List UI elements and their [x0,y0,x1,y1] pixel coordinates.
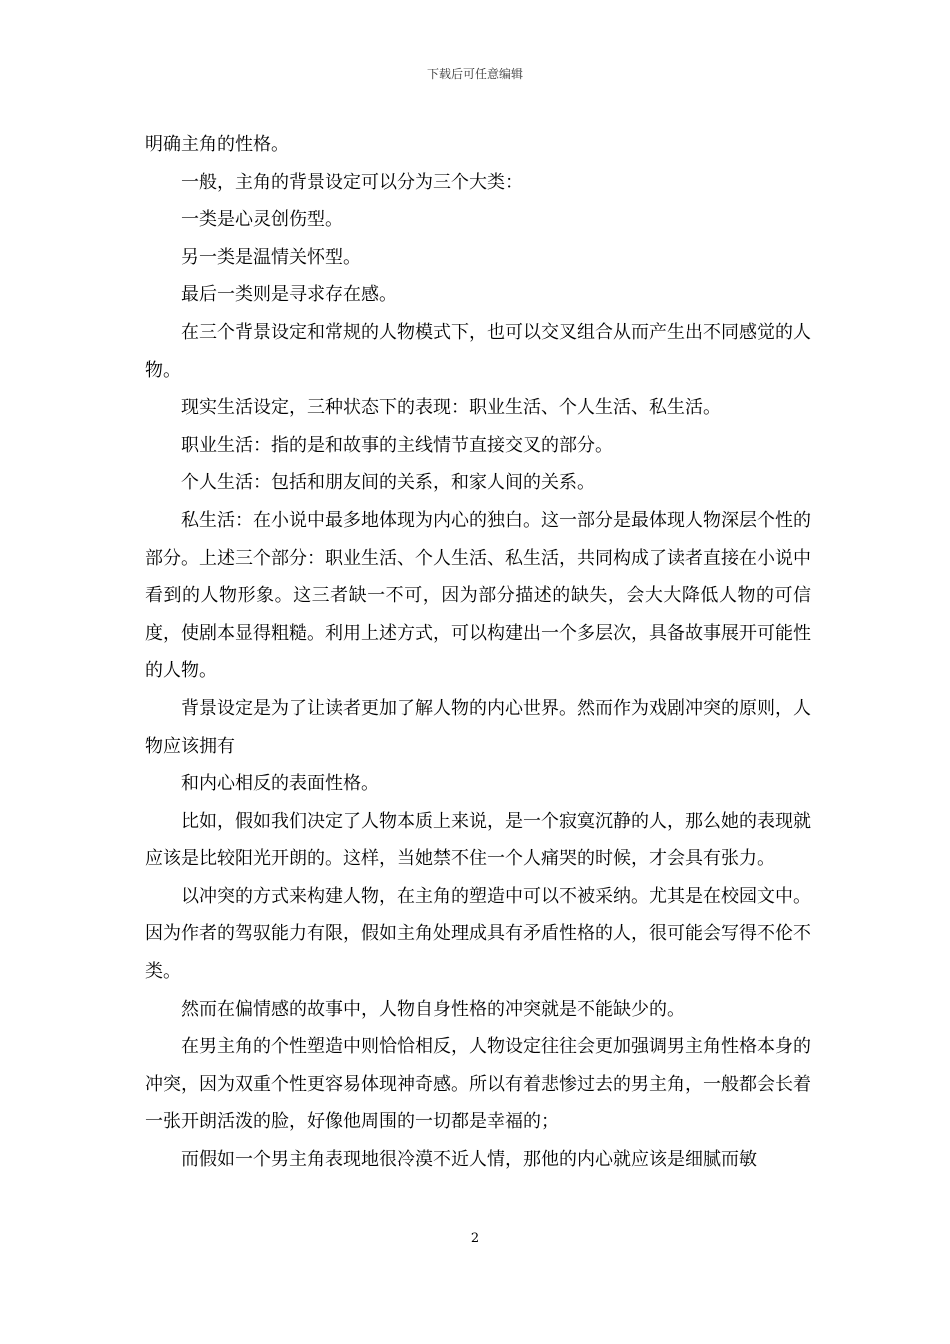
page-number: 2 [470,1231,480,1246]
paragraph: 在男主角的个性塑造中则恰恰相反，人物设定往往会更加强调男主角性格本身的冲突，因为双重个性更容易体现神奇感。所以有着悲惨过去的男主角，一般都会长着一张开朗活泼的脸，好像他周围的一切都是幸福的； [145,1036,811,1133]
paragraph: 现实生活设定，三种状态下的表现：职业生活、个人生活、私生活。 [181,397,721,419]
document-body [145,126,811,1179]
paragraph: 一类是心灵创伤型。 [181,209,343,231]
paragraph: 和内心相反的表面性格。 [181,773,379,795]
paragraph: 比如，假如我们决定了人物本质上来说，是一个寂寞沉静的人，那么她的表现就应该是比较阳光开朗的。这样，当她禁不住一个人痛哭的时候，才会具有张力。 [145,810,811,870]
paragraph: 职业生活：指的是和故事的主线情节直接交叉的部分。 [181,434,613,456]
paragraph: 另一类是温情关怀型。 [181,246,361,268]
paragraph: 背景设定是为了让读者更加了解人物的内心世界。然而作为戏剧冲突的原则，人物应该拥有 [145,697,811,757]
page-header: 下载后可任意编辑 [426,67,523,81]
paragraph: 然而在偏情感的故事中，人物自身性格的冲突就是不能缺少的。 [181,998,685,1020]
paragraph: 私生活：在小说中最多地体现为内心的独白。这一部分是最体现人物深层个性的部分。上述三个部分：职业生活、个人生活、私生活，共同构成了读者直接在小说中看到的人物形象。这三者缺一不可，因为部分描述的缺失，会大大降低人物的可信度，使剧本显得粗糙。利用上述方式，可以构建出一个多层次，具备故事展开可能性的人物。 [145,509,811,682]
paragraph: 以冲突的方式来构建人物，在主角的塑造中可以不被采纳。尤其是在校园文中。因为作者的驾驭能力有限，假如主角处理成具有矛盾性格的人，很可能会写得不伦不类。 [145,885,811,983]
paragraph: 个人生活：包括和朋友间的关系，和家人间的关系。 [181,472,595,494]
paragraph: 而假如一个男主角表现地很冷漠不近人情，那他的内心就应该是细腻而敏 [181,1149,757,1171]
paragraph: 在三个背景设定和常规的人物模式下，也可以交叉组合从而产生出不同感觉的人物。 [145,321,811,381]
paragraph: 一般，主角的背景设定可以分为三个大类： [181,171,523,193]
paragraph: 明确主角的性格。 [145,134,289,155]
paragraph: 最后一类则是寻求存在感。 [181,284,397,306]
